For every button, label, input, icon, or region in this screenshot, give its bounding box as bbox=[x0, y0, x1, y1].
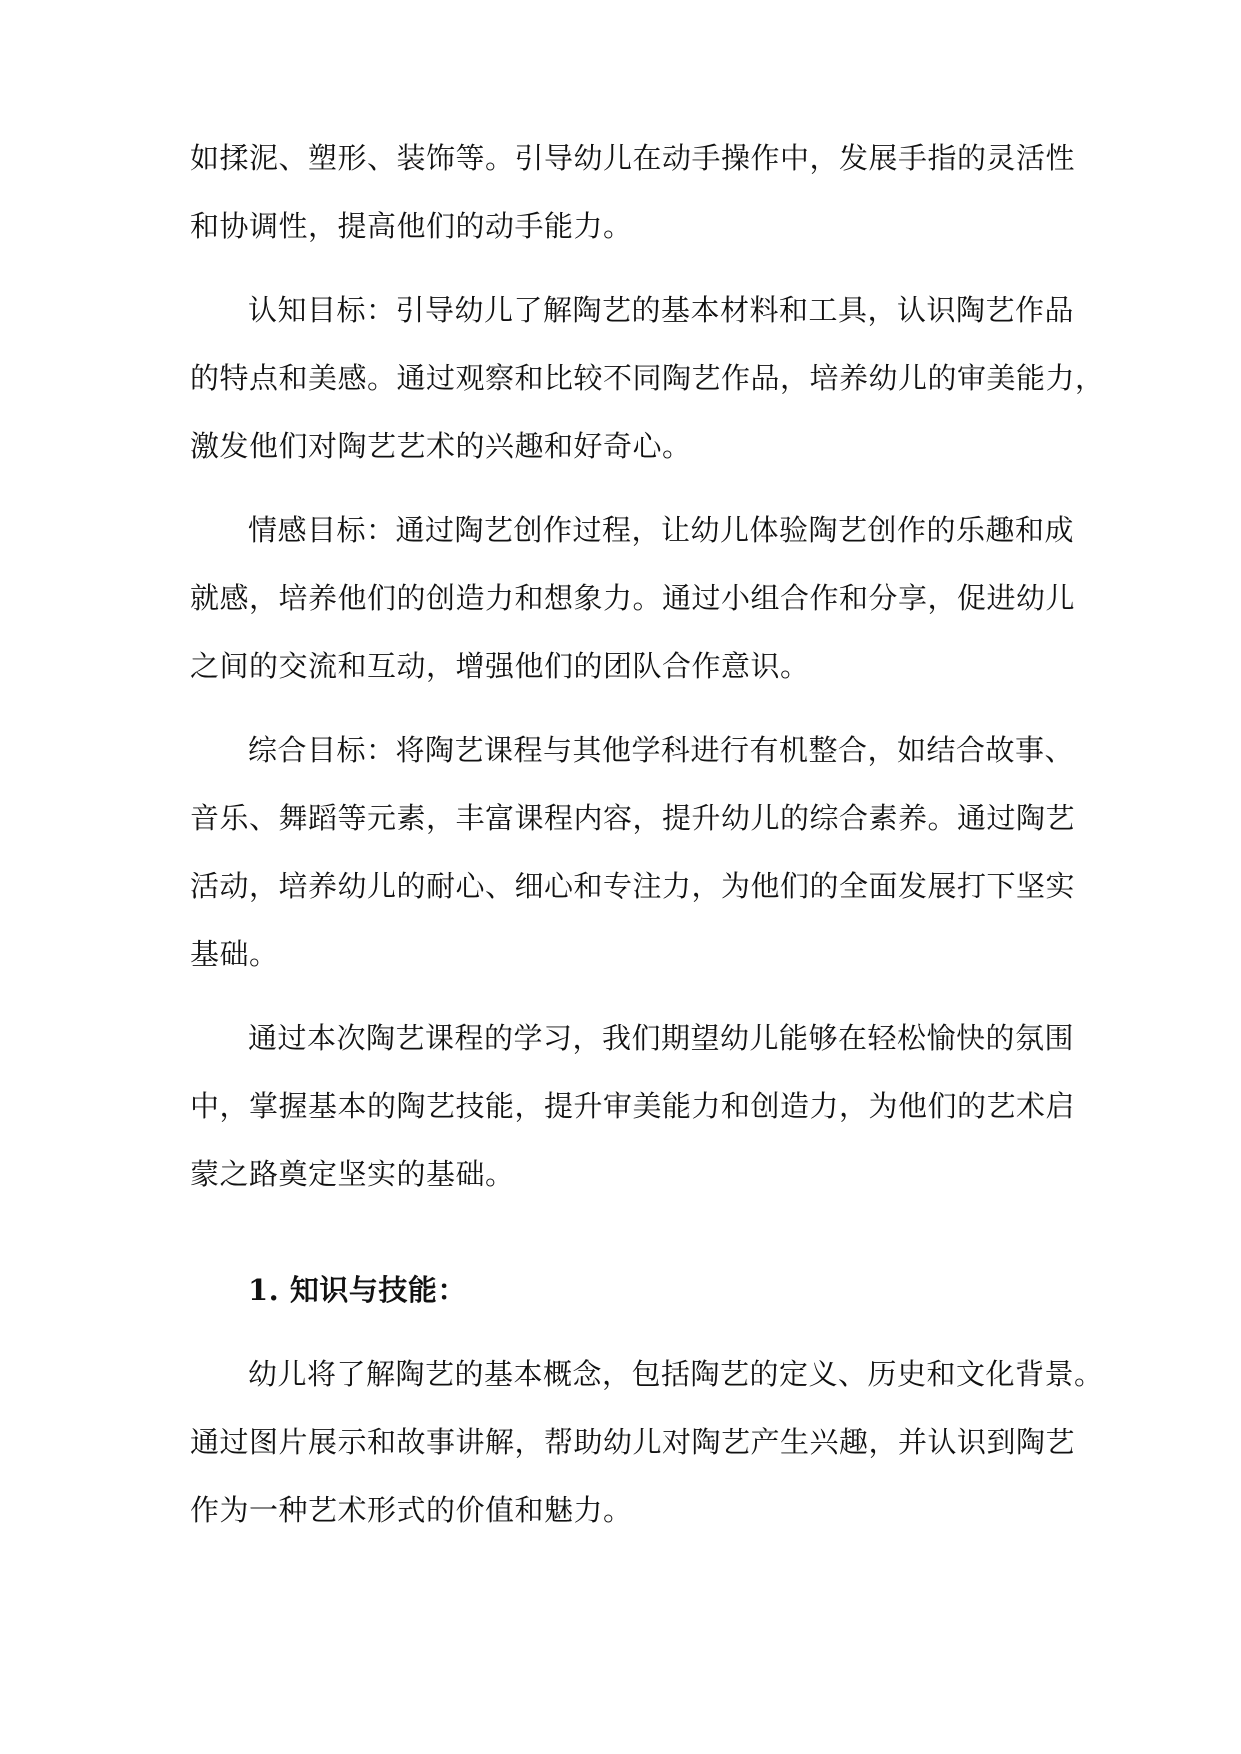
paragraph-line: 激发他们对陶艺艺术的兴趣和好奇心。 bbox=[190, 429, 692, 463]
paragraph-line: 活动，培养幼儿的耐心、细心和专注力，为他们的全面发展打下坚实 bbox=[190, 869, 1076, 903]
paragraph-line: 之间的交流和互动，增强他们的团队合作意识。 bbox=[190, 649, 810, 683]
paragraph-line: 幼儿将了解陶艺的基本概念，包括陶艺的定义、历史和文化背景。 bbox=[248, 1357, 1104, 1391]
paragraph-line: 通过图片展示和故事讲解，帮助幼儿对陶艺产生兴趣，并认识到陶艺 bbox=[190, 1425, 1076, 1459]
paragraph-line: 中，掌握基本的陶艺技能，提升审美能力和创造力，为他们的艺术启 bbox=[190, 1089, 1076, 1123]
paragraph-line: 如揉泥、塑形、装饰等。引导幼儿在动手操作中，发展手指的灵活性 bbox=[190, 141, 1076, 175]
paragraph-line: 认知目标：引导幼儿了解陶艺的基本材料和工具，认识陶艺作品 bbox=[248, 293, 1075, 327]
paragraph-line: 作为一种艺术形式的价值和魅力。 bbox=[190, 1493, 633, 1527]
paragraph-line: 的特点和美感。通过观察和比较不同陶艺作品，培养幼儿的审美能力， bbox=[190, 361, 1105, 395]
paragraph-line: 通过本次陶艺课程的学习，我们期望幼儿能够在轻松愉快的氛围 bbox=[248, 1021, 1075, 1055]
paragraph-line: 基础。 bbox=[190, 937, 279, 971]
paragraph-line: 就感，培养他们的创造力和想象力。通过小组合作和分享，促进幼儿 bbox=[190, 581, 1076, 615]
paragraph-line: 综合目标：将陶艺课程与其他学科进行有机整合，如结合故事、 bbox=[248, 733, 1075, 767]
paragraph-line: 情感目标：通过陶艺创作过程，让幼儿体验陶艺创作的乐趣和成 bbox=[248, 513, 1075, 547]
section-heading: 1. 知识与技能： bbox=[248, 1273, 467, 1307]
paragraph-line: 音乐、舞蹈等元素，丰富课程内容，提升幼儿的综合素养。通过陶艺 bbox=[190, 801, 1076, 835]
paragraph-line: 蒙之路奠定坚实的基础。 bbox=[190, 1157, 515, 1191]
paragraph-line: 和协调性，提高他们的动手能力。 bbox=[190, 209, 633, 243]
